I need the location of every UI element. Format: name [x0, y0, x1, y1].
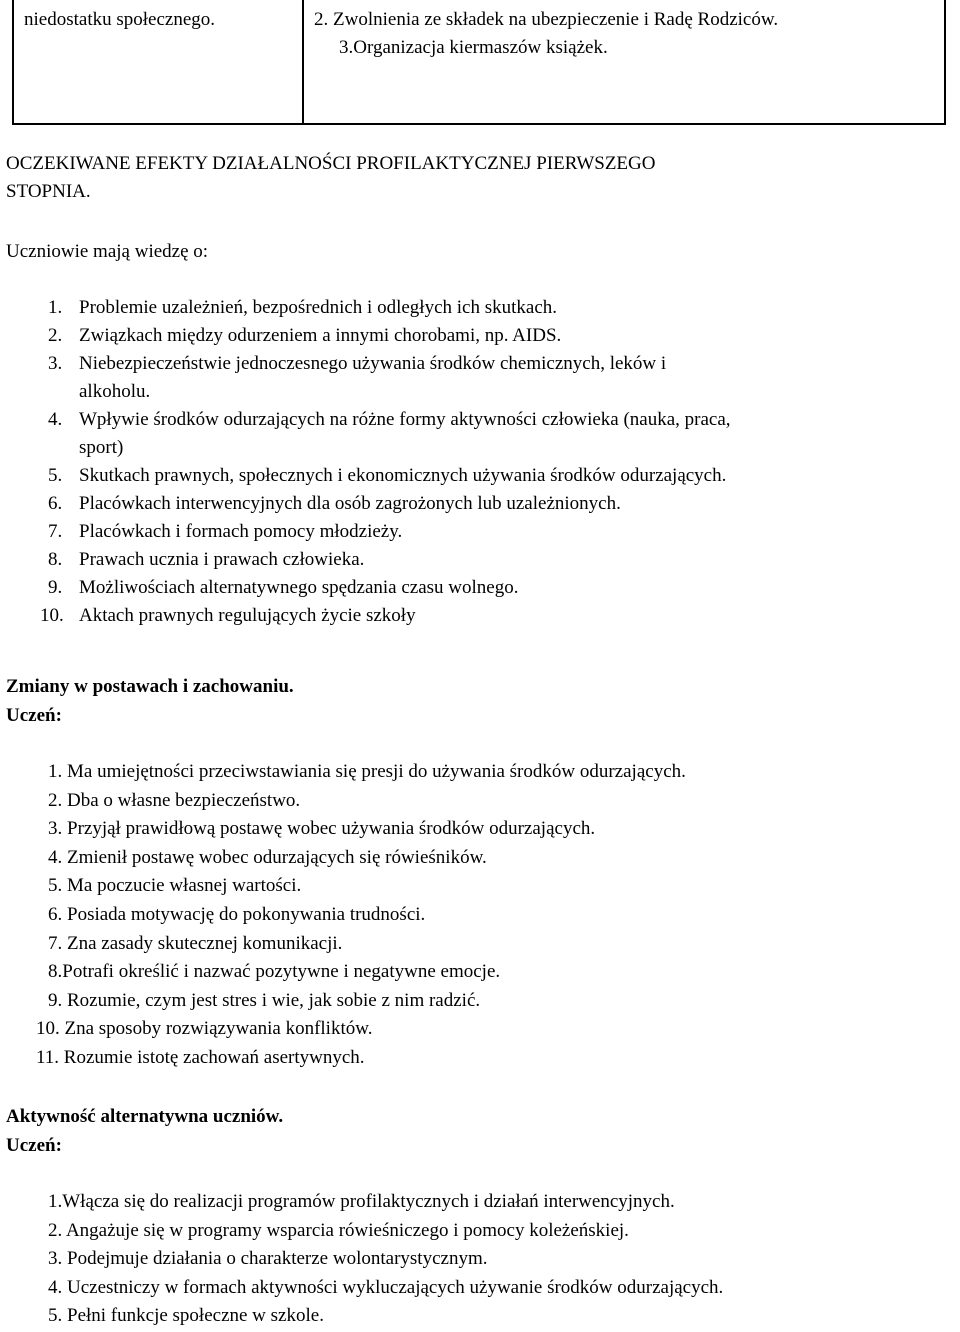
knowledge-item-number: 2.	[48, 325, 63, 346]
knowledge-item-text: Problemie uzależnień, bezpośrednich i odległych ich skutkach.	[79, 297, 558, 318]
attitude-item: 9. Rozumie, czym jest stres i wie, jak sobie z nim radzić.	[48, 989, 481, 1011]
knowledge-item-text: Możliwościach alternatywnego spędzania czasu wolnego.	[79, 577, 519, 598]
alternative-item: 1.Włącza się do realizacji programów profilaktycznych i działań interwencyjnych.	[48, 1191, 675, 1212]
knowledge-item-text: Wpływie środków odurzających na różne formy aktywności człowieka (nauka, praca,	[79, 409, 731, 430]
knowledge-item-text: sport)	[79, 437, 124, 458]
knowledge-item-text: Związkach między odurzeniem a innymi chorobami, np. AIDS.	[79, 325, 562, 346]
table-left-text: niedostatku społecznego.	[24, 9, 216, 30]
alternative-item: 2. Angażuje się w programy wsparcia rówieśniczego i pomocy koleżeńskiej.	[48, 1219, 629, 1241]
attitude-item: 2. Dba o własne bezpieczeństwo.	[48, 789, 301, 811]
knowledge-item-text: Niebezpieczeństwie jednoczesnego używania środków chemicznych, leków i	[79, 353, 667, 374]
attitude-item: 1. Ma umiejętności przeciwstawiania się presji do używania środków odurzających.	[48, 761, 686, 782]
knowledge-item-number: 7.	[48, 521, 63, 542]
attitudes-subheading: Uczeń:	[6, 705, 62, 726]
table-cell-left	[14, 0, 304, 123]
knowledge-item-text: Aktach prawnych regulujących życie szkoły	[79, 605, 416, 626]
section-title-line-1: OCZEKIWANE EFEKTY DZIAŁALNOŚCI PROFILAKTYCZNEJ PIERWSZEGO	[6, 153, 656, 174]
knowledge-item-text: Prawach ucznia i prawach człowieka.	[79, 549, 365, 570]
attitude-item: 7. Zna zasady skutecznej komunikacji.	[48, 932, 343, 954]
knowledge-item-text: Skutkach prawnych, społecznych i ekonomicznych używania środków odurzających.	[79, 465, 727, 486]
attitude-item: 8.Potrafi określić i nazwać pozytywne i negatywne emocje.	[48, 961, 501, 983]
section-title-line-2: STOPNIA.	[6, 181, 91, 202]
alternative-item: 4. Uczestniczy w formach aktywności wykluczających używanie środków odurzających.	[48, 1276, 724, 1298]
knowledge-item-number: 4.	[48, 409, 63, 430]
table-cell-right	[304, 0, 944, 123]
knowledge-heading: Uczniowie mają wiedzę o:	[6, 241, 209, 262]
attitudes-heading: Zmiany w postawach i zachowaniu.	[6, 676, 294, 697]
attitude-item: 5. Ma poczucie własnej wartości.	[48, 875, 302, 897]
attitude-item: 4. Zmienił postawę wobec odurzających się rówieśników.	[48, 846, 487, 868]
table-right-line-2: 3.Organizacja kiermaszów książek.	[339, 37, 608, 58]
attitude-item: 6. Posiada motywację do pokonywania trudności.	[48, 904, 426, 925]
attitude-item: 3. Przyjął prawidłową postawę wobec używania środków odurzających.	[48, 818, 596, 840]
attitude-item: 11. Rozumie istotę zachowań asertywnych.	[36, 1047, 365, 1068]
alternative-subheading: Uczeń:	[6, 1135, 62, 1156]
knowledge-item-number: 9.	[48, 577, 63, 598]
alternative-item: 3. Podejmuje działania o charakterze wolontarystycznym.	[48, 1248, 488, 1270]
attitude-item: 10. Zna sposoby rozwiązywania konfliktów.	[36, 1018, 373, 1040]
alternative-item: 5. Pełni funkcje społeczne w szkole.	[48, 1305, 324, 1327]
knowledge-item-number: 5.	[48, 465, 63, 486]
alternative-heading: Aktywność alternatywna uczniów.	[6, 1106, 284, 1127]
table-right-line-1: 2. Zwolnienia ze składek na ubezpieczenie i Radę Rodziców.	[314, 9, 779, 30]
knowledge-item-text: alkoholu.	[79, 381, 151, 402]
knowledge-item-text: Placówkach interwencyjnych dla osób zagrożonych lub uzależnionych.	[79, 493, 621, 514]
knowledge-item-number: 8.	[48, 549, 63, 570]
knowledge-item-text: Placówkach i formach pomocy młodzieży.	[79, 521, 403, 542]
knowledge-item-number: 6.	[48, 493, 63, 514]
table-fragment	[12, 0, 946, 125]
knowledge-item-number: 10.	[40, 605, 64, 626]
knowledge-item-number: 3.	[48, 353, 63, 374]
knowledge-item-number: 1.	[48, 297, 63, 318]
